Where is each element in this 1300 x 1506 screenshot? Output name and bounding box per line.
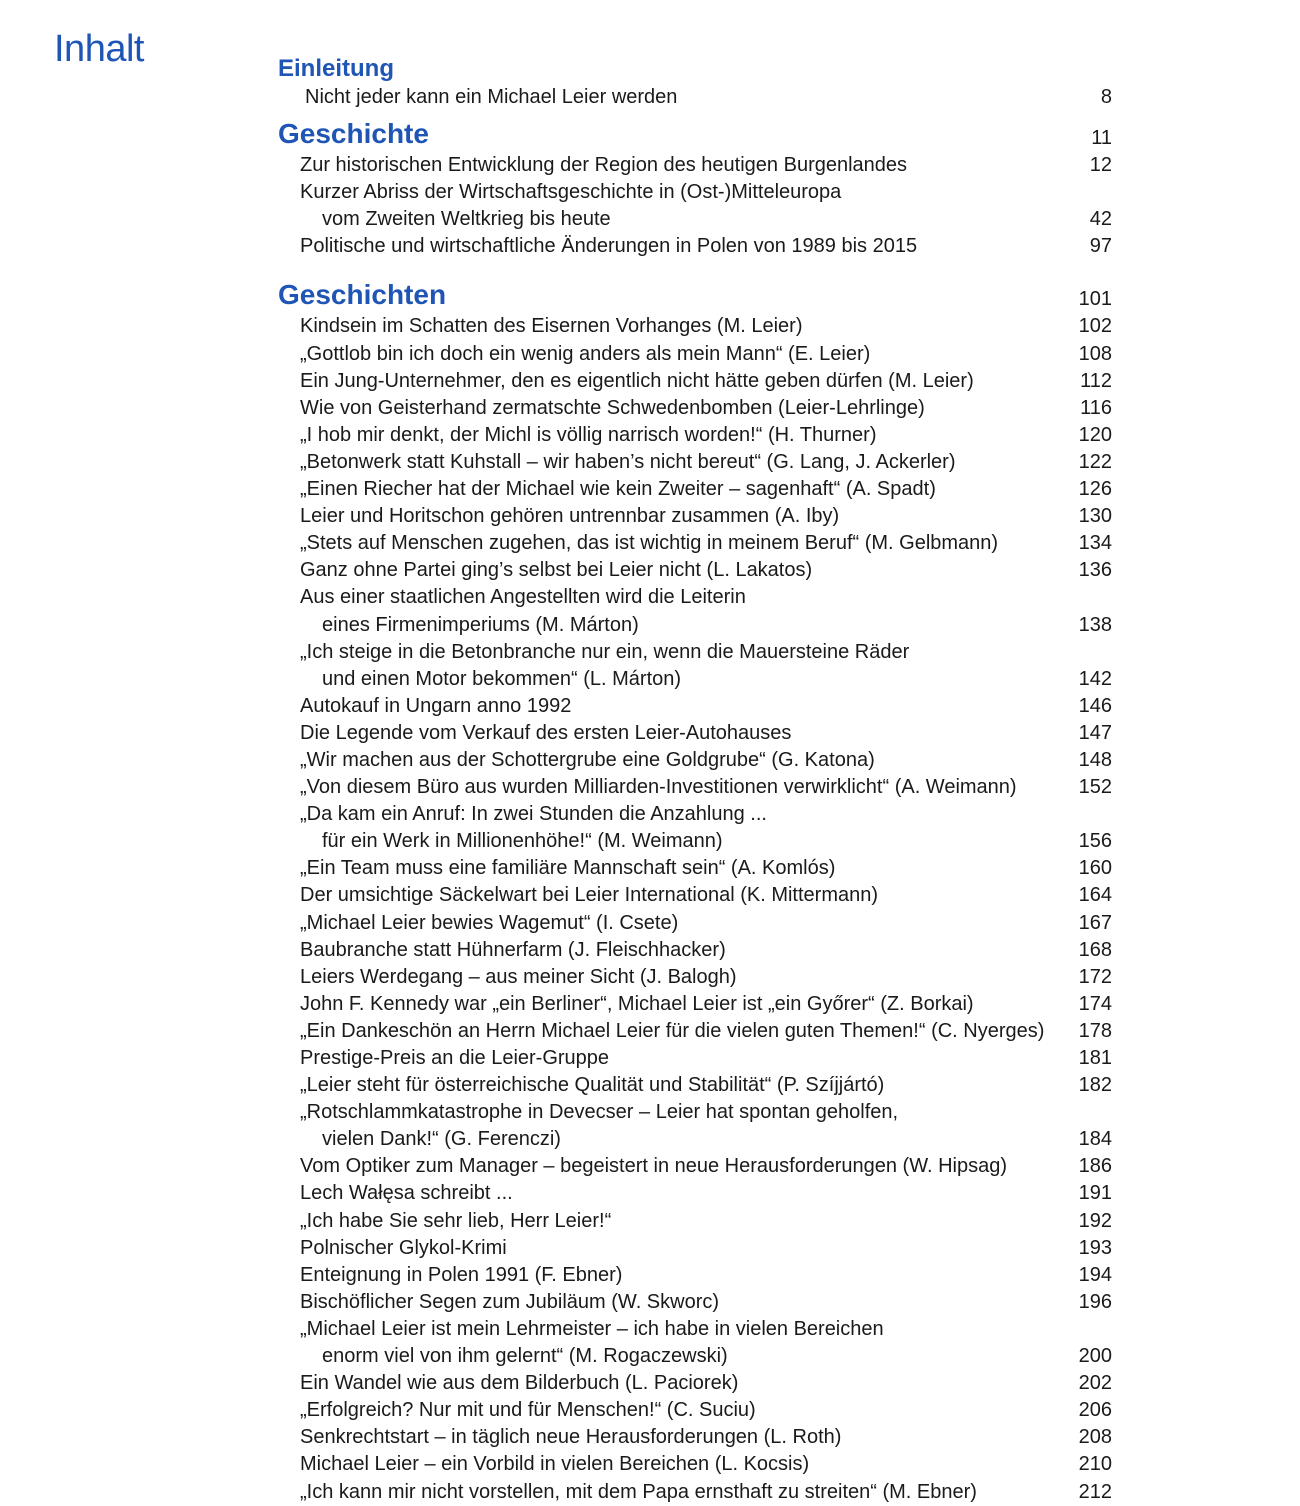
- toc-entry[interactable]: [278, 1153, 1112, 1180]
- toc-entry[interactable]: [278, 774, 1112, 801]
- page-number: 196: [1078, 1290, 1112, 1313]
- toc-entry[interactable]: [278, 233, 1112, 260]
- entry-text: Kindsein im Schatten des Eisernen Vorhanges (M. Leier): [300, 315, 803, 338]
- entry-text-continuation: vom Zweiten Weltkrieg bis heute: [322, 208, 611, 231]
- entry-text-continuation: enorm viel von ihm gelernt“ (M. Rogaczewski): [322, 1345, 728, 1368]
- section-title: Geschichte: [278, 118, 429, 150]
- page-number: 164: [1078, 884, 1112, 907]
- toc-entry[interactable]: [278, 1072, 1112, 1099]
- entry-text: John F. Kennedy war „ein Berliner“, Michael Leier ist „ein Győrer“ (Z. Borkai): [300, 992, 974, 1015]
- page-number: 122: [1078, 450, 1112, 473]
- page-number: 192: [1078, 1209, 1112, 1232]
- page-number: 206: [1078, 1399, 1112, 1422]
- toc-entry[interactable]: [278, 964, 1112, 991]
- entry-text: Ein Wandel wie aus dem Bilderbuch (L. Paciorek): [300, 1372, 739, 1395]
- entry-text: Prestige-Preis an die Leier-Gruppe: [300, 1047, 610, 1069]
- entry-text: Michael Leier – ein Vorbild in vielen Bereichen (L. Kocsis): [300, 1453, 810, 1476]
- entry-text: Der umsichtige Säckelwart bei Leier International (K. Mittermann): [300, 884, 879, 907]
- page-number: 152: [1078, 776, 1112, 799]
- toc-entry[interactable]: [278, 341, 1112, 368]
- page-number: 194: [1078, 1263, 1112, 1286]
- page-number: 172: [1078, 965, 1112, 988]
- toc-entry[interactable]: [278, 747, 1112, 774]
- toc-entry[interactable]: [278, 476, 1112, 503]
- entry-text: „Rotschlammkatastrophe in Devecser – Leier hat spontan geholfen,: [300, 1101, 899, 1124]
- toc-entry[interactable]: [278, 152, 1112, 179]
- toc-entry[interactable]: [278, 1018, 1112, 1045]
- entry-text-continuation: eines Firmenimperiums (M. Márton): [322, 613, 639, 636]
- toc-entry[interactable]: [278, 1370, 1112, 1397]
- section-heading[interactable]: [278, 115, 1112, 152]
- toc-entry[interactable]: [278, 503, 1112, 530]
- page-number: 191: [1078, 1182, 1112, 1205]
- page-number: 147: [1078, 721, 1112, 744]
- toc-entry[interactable]: [278, 1099, 1112, 1153]
- page-number: 134: [1078, 532, 1112, 555]
- toc-entry[interactable]: [278, 1424, 1112, 1451]
- toc-section-einleitung: [278, 54, 1112, 111]
- entry-text: Polnischer Glykol-Krimi: [300, 1236, 507, 1259]
- entry-text: „Betonwerk statt Kuhstall – wir haben’s nicht bereut“ (G. Lang, J. Ackerler): [300, 450, 956, 473]
- entry-text-continuation: und einen Motor bekommen“ (L. Márton): [322, 667, 682, 690]
- page-number: 142: [1078, 667, 1112, 690]
- page-number: 138: [1078, 613, 1112, 636]
- entry-text: Enteignung in Polen 1991 (F. Ebner): [300, 1263, 623, 1286]
- entry-text: Leier und Horitschon gehören untrennbar zusammen (A. Iby): [300, 505, 840, 528]
- entry-text: Aus einer staatlichen Angestellten wird die Leiterin: [300, 586, 746, 609]
- entry-text: Senkrechtstart – in täglich neue Herausforderungen (L. Roth): [300, 1426, 842, 1449]
- page-number: 184: [1078, 1128, 1112, 1151]
- entry-text: „Stets auf Menschen zugehen, das ist wichtig in meinem Beruf“ (M. Gelbmann): [300, 532, 999, 555]
- toc-entry[interactable]: [278, 1235, 1112, 1262]
- page-number: 12: [1089, 154, 1112, 177]
- toc-entry[interactable]: [278, 1045, 1112, 1072]
- entry-text: Ein Jung-Unternehmer, den es eigentlich nicht hätte geben dürfen (M. Leier): [300, 369, 974, 392]
- entry-text: „Einen Riecher hat der Michael wie kein Zweiter – sagenhaft“ (A. Spadt): [300, 478, 936, 501]
- toc-section-geschichte: [278, 115, 1112, 260]
- page-number: 97: [1089, 235, 1112, 258]
- toc-section-geschichten: [278, 276, 1112, 1505]
- page-number: 156: [1078, 830, 1112, 853]
- entry-text-continuation: vielen Dank!“ (G. Ferenczi): [322, 1128, 561, 1151]
- page-number: 102: [1078, 315, 1112, 338]
- page-number: 126: [1078, 478, 1112, 501]
- entry-text: „Erfolgreich? Nur mit und für Menschen!“ (C. Suciu): [300, 1399, 756, 1422]
- page-number: 200: [1078, 1345, 1112, 1368]
- entry-text: „Da kam ein Anruf: In zwei Stunden die Anzahlung ...: [300, 803, 767, 826]
- entry-text: „Wir machen aus der Schottergrube eine Goldgrube“ (G. Katona): [300, 748, 875, 771]
- entry-text-continuation: für ein Werk in Millionenhöhe!“ (M. Weimann): [322, 830, 723, 853]
- entry-text: Baubranche statt Hühnerfarm (J. Fleischhacker): [300, 938, 726, 961]
- toc-entry[interactable]: [278, 557, 1112, 584]
- toc-entry[interactable]: [278, 801, 1112, 855]
- entry-text: Die Legende vom Verkauf des ersten Leier-Autohauses: [300, 721, 792, 744]
- toc-entry[interactable]: [278, 855, 1112, 882]
- toc-entry[interactable]: [278, 84, 1112, 111]
- page-number: 130: [1078, 505, 1112, 528]
- entry-text: „Ich kann mir nicht vorstellen, mit dem Papa ernsthaft zu streiten“ (M. Ebner): [300, 1480, 977, 1503]
- toc-entry[interactable]: [278, 639, 1112, 693]
- page-number: 202: [1078, 1372, 1112, 1395]
- toc-entry[interactable]: [278, 720, 1112, 747]
- page-number: 174: [1078, 992, 1112, 1015]
- entry-text: Autokauf in Ungarn anno 1992: [300, 694, 572, 717]
- page-number: 8: [1100, 86, 1112, 108]
- toc-entry[interactable]: [278, 1180, 1112, 1207]
- page-number: 116: [1080, 396, 1112, 419]
- entry-text: „I hob mir denkt, der Michl is völlig narrisch worden!“ (H. Thurner): [300, 423, 877, 446]
- page-number: 136: [1078, 559, 1112, 582]
- entry-text: Ganz ohne Partei ging’s selbst bei Leier nicht (L. Lakatos): [300, 559, 813, 582]
- page-number: 101: [1078, 288, 1112, 311]
- page-number: 167: [1078, 911, 1112, 934]
- entry-text: „Ich habe Sie sehr lieb, Herr Leier!“: [300, 1209, 612, 1232]
- section-title: Einleitung: [278, 55, 394, 82]
- toc-entry[interactable]: [278, 991, 1112, 1018]
- entry-text: Leiers Werdegang – aus meiner Sicht (J. Balogh): [300, 965, 737, 988]
- toc-entry[interactable]: [278, 179, 1112, 233]
- toc-entry[interactable]: [278, 1208, 1112, 1235]
- page-number: 208: [1078, 1426, 1112, 1449]
- toc-entry[interactable]: [278, 937, 1112, 964]
- toc-entry[interactable]: [278, 395, 1112, 422]
- table-of-contents: [278, 54, 1112, 1506]
- section-heading[interactable]: [278, 276, 1112, 313]
- page-number: 212: [1078, 1480, 1112, 1503]
- page-number: 112: [1080, 369, 1112, 392]
- page-number: 146: [1078, 694, 1112, 717]
- page-number: 178: [1078, 1019, 1112, 1042]
- toc-entry[interactable]: [278, 693, 1112, 720]
- entry-text: „Ich steige in die Betonbranche nur ein, wenn die Mauersteine Räder: [300, 640, 910, 663]
- entry-text: „Leier steht für österreichische Qualität und Stabilität“ (P. Szíjjártó): [300, 1074, 885, 1097]
- toc-entry[interactable]: [278, 1397, 1112, 1424]
- toc-entry[interactable]: [278, 1289, 1112, 1316]
- entry-text: Wie von Geisterhand zermatschte Schwedenbomben (Leier-Lehrlinge): [300, 396, 925, 419]
- entry-text: Vom Optiker zum Manager – begeistert in neue Herausforderungen (W. Hipsag): [300, 1155, 1008, 1178]
- toc-entry[interactable]: [278, 313, 1112, 340]
- entry-text: „Ein Team muss eine familiäre Mannschaft sein“ (A. Komlós): [300, 857, 836, 880]
- toc-entry[interactable]: [278, 530, 1112, 557]
- page-number: 160: [1078, 857, 1112, 880]
- section-title: Geschichten: [278, 279, 447, 311]
- page-number: 210: [1078, 1453, 1112, 1476]
- entry-text: „Michael Leier bewies Wagemut“ (I. Csete): [300, 911, 679, 934]
- entry-text: Lech Wałęsa schreibt ...: [300, 1182, 513, 1205]
- entry-text: „Michael Leier ist mein Lehrmeister – ich habe in vielen Bereichen: [300, 1317, 884, 1340]
- section-heading[interactable]: [278, 54, 1112, 84]
- page-number: 108: [1078, 342, 1112, 365]
- entry-text: Kurzer Abriss der Wirtschaftsgeschichte in (Ost-)Mitteleuropa: [300, 181, 842, 204]
- toc-entry[interactable]: [278, 1479, 1112, 1506]
- page-number: 148: [1078, 748, 1112, 771]
- toc-entry[interactable]: [278, 368, 1112, 395]
- entry-text: Nicht jeder kann ein Michael Leier werden: [305, 86, 678, 108]
- page-title: Inhalt: [54, 28, 144, 70]
- toc-entry[interactable]: [278, 584, 1112, 638]
- entry-text: Zur historischen Entwicklung der Region des heutigen Burgenlandes: [300, 154, 908, 177]
- toc-entry[interactable]: [278, 910, 1112, 937]
- page-number: 42: [1089, 208, 1112, 231]
- page-number: 181: [1078, 1047, 1112, 1069]
- page-number: 120: [1078, 423, 1112, 446]
- entry-text: „Gottlob bin ich doch ein wenig anders als mein Mann“ (E. Leier): [300, 342, 871, 365]
- page-number: 11: [1091, 127, 1112, 150]
- entry-text: „Ein Dankeschön an Herrn Michael Leier für die vielen guten Themen!“ (C. Nyerges): [300, 1019, 1045, 1042]
- entry-text: „Von diesem Büro aus wurden Milliarden-Investitionen verwirklicht“ (A. Weimann): [300, 776, 1017, 799]
- toc-entry[interactable]: [278, 422, 1112, 449]
- page-number: 168: [1078, 938, 1112, 961]
- toc-entry[interactable]: [278, 1262, 1112, 1289]
- toc-entry[interactable]: [278, 1451, 1112, 1478]
- entry-text: Bischöflicher Segen zum Jubiläum (W. Skworc): [300, 1290, 720, 1313]
- toc-entry[interactable]: [278, 1316, 1112, 1370]
- page-number: 182: [1078, 1074, 1112, 1097]
- entry-text: Politische und wirtschaftliche Änderungen in Polen von 1989 bis 2015: [300, 235, 918, 258]
- page-number: 186: [1078, 1155, 1112, 1178]
- page-number: 193: [1078, 1236, 1112, 1259]
- toc-entry[interactable]: [278, 882, 1112, 909]
- toc-entry[interactable]: [278, 449, 1112, 476]
